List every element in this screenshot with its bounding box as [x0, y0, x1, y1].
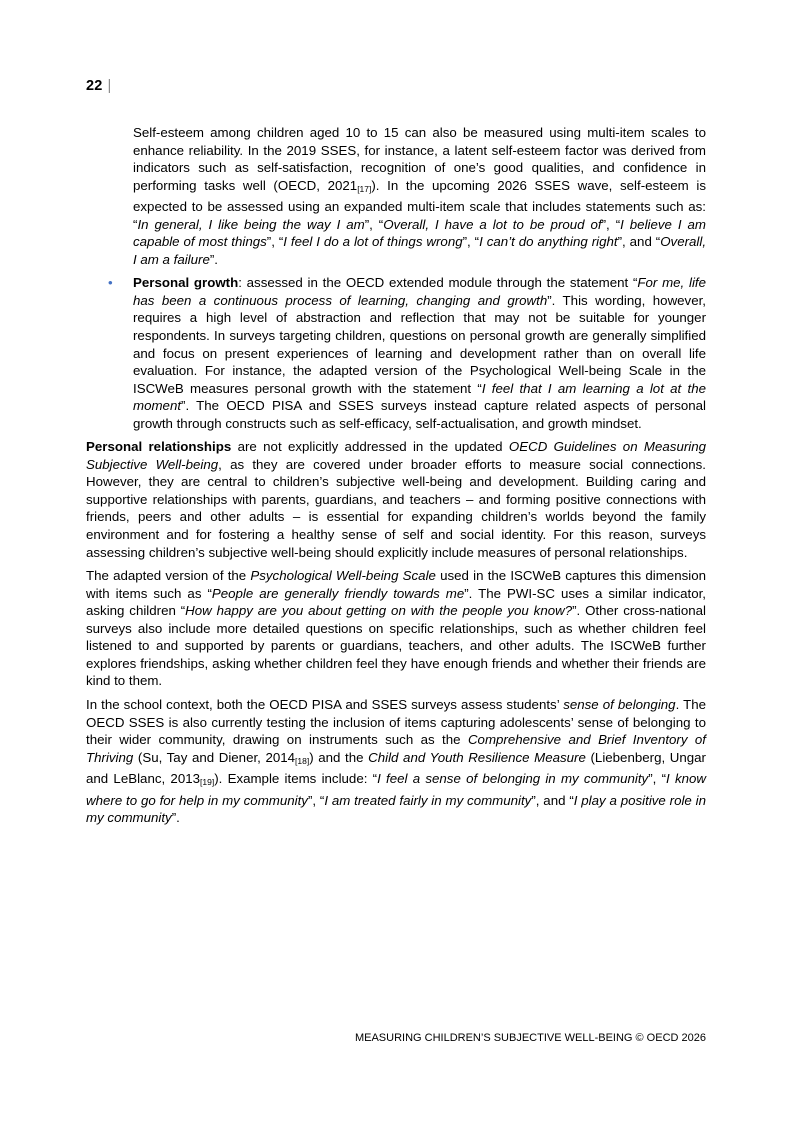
paragraph-personal-relationships: Personal relationships are not explicitly addressed in the updated OECD Guidelines on Measuring Subjective Well-being, as they are covered under broader efforts to measure social connections. However, they are central to children’s subjective well-being and development. Building caring and supportive relationships with parents, guardians, and teachers – and forming positive connections with friends, peers and other adults – is essential for expanding children’s worlds beyond the family environment and for fostering a healthy sense of self and social identity. For this reason, surveys assessing children’s subjective well-being should explicitly include measures of personal relationships. — [86, 439, 707, 560]
page-footer — [355, 1031, 706, 1045]
footer-text: MEASURING CHILDREN’S SUBJECTIVE WELL-BEING © OECD 2026 — [354, 1032, 706, 1044]
bullet-item-personal-growth — [86, 274, 706, 432]
bullet-icon: • — [108, 275, 113, 291]
page-number: 22 — [86, 78, 103, 94]
paragraph-self-esteem-scales: Self-esteem among children aged 10 to 15 can also be measured using multi-item scales to enhance reliability. In the 2019 SSES, for instance, a latent self-esteem factor was derived from indicators such as self-satisfaction, recognition of one’s good qualities, and confidence in performing tasks well (OECD, 2021[17]). In the upcoming 2026 SSES wave, self-esteem is expected to be assessed using an expanded multi-item scale that includes statements such as: “In general, I like being the way I am”, “Overall, I have a lot to be proud of”, “I believe I am capable of most things”, “I feel I do a lot of things wrong”, “I can’t do anything right”, and “Overall, I am a failure”. — [133, 125, 707, 267]
document-body — [86, 124, 706, 827]
paragraph-adapted-pwb-scale: The adapted version of the Psychological Well-being Scale used in the ISCWeB captures this dimension with items such as “People are generally friendly towards me”. The PWI-SC uses a similar indicator, asking children “How happy are you about getting on with the people you know?”. Other cross-national surveys also include more detailed questions on specific relationships, such as whether children feel listened to and supported by parents or guardians, teachers, and other adults. The ISCWeB further explores friendships, asking whether children feel they have enough friends and whether their friends are kind to them. — [86, 568, 706, 689]
paragraph-school-context-belonging: In the school context, both the OECD PISA and SSES surveys assess students’ sense of belonging. The OECD SSES is also currently testing the inclusion of items capturing adolescents’ sense of belonging to their wider community, drawing on instruments such as the Comprehensive and Brief Inventory of Thriving (Su, Tay and Diener, 2014[18]) and the Child and Youth Resilience Measure (Liebenberg, Ungar and LeBlanc, 2013[19]). Example items include: “I feel a sense of belonging in my community”, “I know where to go for help in my community”, “I am treated fairly in my community”, and “I play a positive role in my community”. — [86, 696, 707, 826]
page-header — [86, 78, 706, 95]
paragraph-personal-growth: Personal growth: assessed in the OECD extended module through the statement “For me, life has been a continuous process of learning, changing and growth”. This wording, however, requires a high level of abstraction and reflection that may not be suitable for younger respondents. In surveys targeting children, questions on personal growth are generally simplified and focus on present experiences of learning and development rather than on overall life evaluation. For instance, the adapted version of the Psychological Well-being Scale in the ISCWeB measures personal growth with the statement “I feel that I am learning a lot at the moment”. The OECD PISA and SSES surveys instead capture related aspects of personal growth through constructs such as self-efficacy, self-actualisation, and growth mindset. — [133, 275, 706, 431]
page-number-separator: | — [107, 78, 112, 94]
